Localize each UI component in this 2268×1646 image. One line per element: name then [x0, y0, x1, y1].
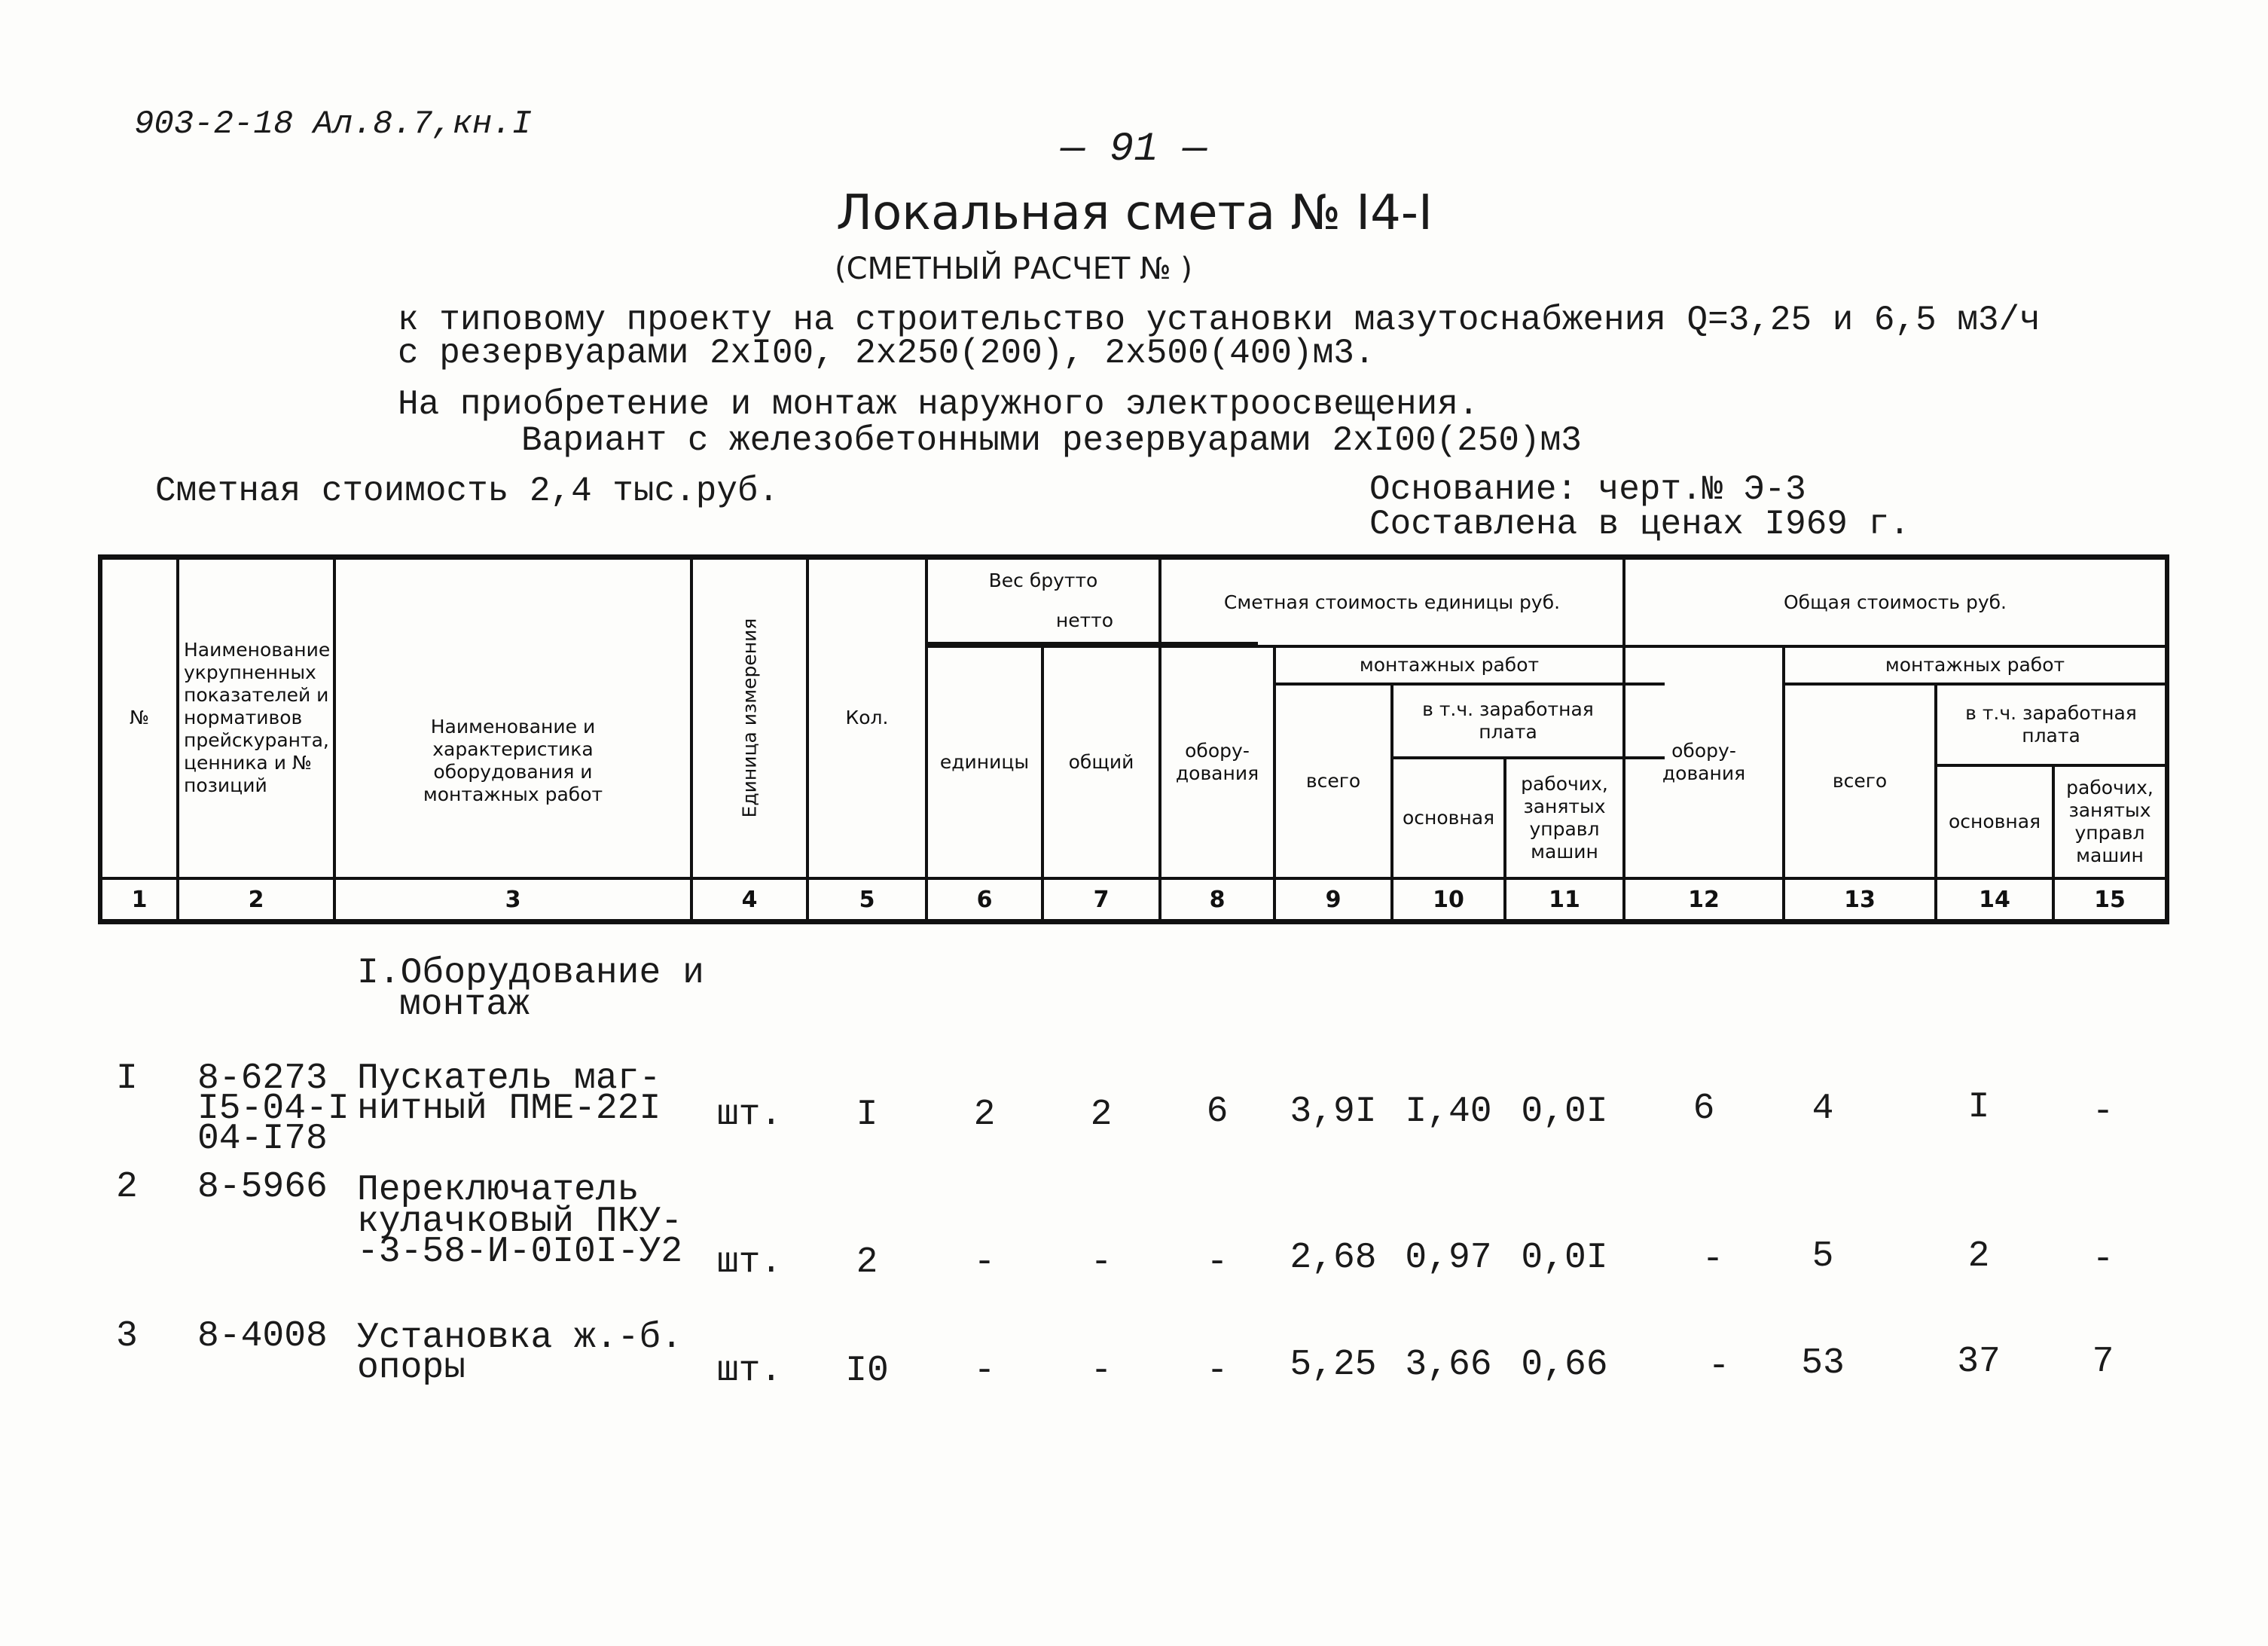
- col-number: 11: [1549, 886, 1580, 913]
- row-unit-machine: 0,0I: [1521, 1238, 1608, 1278]
- col-number: 10: [1433, 886, 1464, 913]
- row-unit-equipment: -: [1206, 1351, 1229, 1391]
- row-weight-total: -: [1090, 1351, 1113, 1391]
- header-total-machine: рабочих, занятых управл машин: [2066, 777, 2154, 866]
- col-number: 6: [976, 886, 993, 913]
- header-unit-wages: в т.ч. заработная плата: [1422, 698, 1594, 743]
- row-total-install: 53: [1801, 1343, 1845, 1384]
- row-name: Установка ж.-б.: [357, 1318, 683, 1358]
- row-unit-install: 5,25: [1290, 1345, 1377, 1385]
- row-weight-total: -: [1090, 1242, 1113, 1283]
- purpose-line-1: На приобретение и монтаж наружного электроосвещения.: [398, 385, 1479, 424]
- document-code: 903-2-18 Ал.8.7,кн.I: [134, 105, 533, 143]
- row-name: опоры: [357, 1348, 466, 1388]
- row-code: 8-5966: [197, 1167, 328, 1208]
- col-number: 4: [741, 886, 758, 913]
- row-weight-unit: -: [973, 1351, 996, 1391]
- header-weight-gross: Вес брутто: [988, 570, 1098, 591]
- intro-line-1: к типовому проекту на строительство установки мазутоснабжения Q=3,25 и 6,5 м3/ч: [398, 301, 2041, 340]
- page-title: Локальная смета № I4-I: [836, 185, 1433, 241]
- header-total-install: монтажных работ: [1885, 654, 2065, 676]
- row-total-wages: 2: [1967, 1236, 1990, 1277]
- header-total-equipment: обору-дования: [1662, 740, 1746, 784]
- row-unit-wages: 3,66: [1405, 1345, 1492, 1385]
- section-title-cont: монтаж: [399, 985, 530, 1025]
- header-weight-total: общий: [1068, 751, 1134, 773]
- row-name: -3-58-И-0I0I-У2: [357, 1232, 683, 1272]
- row-weight-unit: 2: [973, 1095, 996, 1135]
- row-unit-wages: I,40: [1405, 1092, 1492, 1132]
- row-total-equipment: 6: [1693, 1089, 1715, 1129]
- section-title: I.Оборудование и: [357, 953, 704, 994]
- row-code: 04-I78: [197, 1119, 328, 1159]
- header-total-basic: основная: [1948, 811, 2041, 832]
- row-total-equipment: -: [1708, 1346, 1730, 1387]
- header-total-wages: в т.ч. заработная плата: [1965, 702, 2137, 747]
- header-total-install-total: всего: [1832, 770, 1888, 792]
- row-name: кулачковый ПКУ-: [357, 1202, 683, 1242]
- row-unit: шт.: [716, 1351, 783, 1391]
- col-number: 3: [505, 886, 521, 913]
- page-subtitle: (СМЕТНЫЙ РАСЧЕТ № ): [835, 252, 1192, 286]
- header-weight-unit: единицы: [939, 751, 1030, 773]
- row-qty: 2: [856, 1242, 878, 1283]
- header-total-cost: Общая стоимость руб.: [1784, 591, 2007, 613]
- col-number: 1: [131, 886, 148, 913]
- row-unit: шт.: [716, 1242, 783, 1283]
- col-number: 7: [1093, 886, 1110, 913]
- header-no: №: [129, 707, 149, 728]
- col-number: 8: [1209, 886, 1226, 913]
- header-unit-install: монтажных работ: [1359, 654, 1540, 676]
- row-weight-total: 2: [1090, 1095, 1113, 1135]
- header-unit: Единица измерения: [738, 618, 760, 818]
- row-qty: I: [856, 1095, 878, 1135]
- col-number: 9: [1325, 886, 1342, 913]
- row-no: 3: [116, 1316, 138, 1357]
- table-top-border: [98, 554, 2169, 560]
- row-unit-machine: 0,0I: [1521, 1092, 1608, 1132]
- price-year: Составлена в ценах I969 г.: [1369, 505, 1910, 544]
- header-norms: Наименование укрупненных показателей и нормативов прейскуранта, ценника и № позиций: [184, 639, 331, 796]
- row-total-install: 5: [1812, 1236, 1834, 1277]
- row-total-install: 4: [1812, 1089, 1834, 1129]
- header-qty: Кол.: [845, 707, 889, 728]
- row-total-wages: 37: [1957, 1342, 2001, 1382]
- row-total-machine: 7: [2092, 1342, 2114, 1382]
- row-total-wages: I: [1967, 1087, 1990, 1128]
- col-number: 13: [1844, 886, 1876, 913]
- header-weight-net: нетто: [1055, 609, 1113, 631]
- header-unit-machine: рабочих, занятых управл машин: [1521, 773, 1608, 863]
- row-name: Пускатель маг-: [357, 1058, 661, 1099]
- row-total-equipment: -: [1702, 1239, 1724, 1280]
- row-name: Переключатель: [357, 1170, 639, 1211]
- header-unit-install-total: всего: [1305, 770, 1361, 792]
- row-code: 8-6273: [197, 1058, 328, 1099]
- col-number: 2: [248, 886, 264, 913]
- row-total-machine: -: [2092, 1239, 2114, 1280]
- row-unit-wages: 0,97: [1405, 1238, 1492, 1278]
- col-number: 14: [1979, 886, 2010, 913]
- vline: [2165, 554, 2169, 924]
- intro-line-2: с резервуарами 2хI00, 2х250(200), 2х500(400)м3.: [398, 334, 1375, 373]
- row-unit-install: 3,9I: [1290, 1092, 1377, 1132]
- header-unit-cost: Сметная стоимость единицы руб.: [1223, 591, 1561, 613]
- header-unit-equipment: обору-дования: [1175, 740, 1259, 784]
- col-number: 5: [859, 886, 875, 913]
- header-name: Наименование и характеристика оборудования и монтажных работ: [423, 716, 603, 805]
- table-bottom-border: [98, 919, 2169, 924]
- row-unit-install: 2,68: [1290, 1238, 1377, 1278]
- row-unit-machine: 0,66: [1521, 1345, 1608, 1385]
- estimate-table-header: [98, 554, 2169, 925]
- row-total-machine: -: [2092, 1092, 2114, 1132]
- page-number: — 91 —: [1061, 127, 1207, 173]
- row-weight-unit: -: [973, 1242, 996, 1283]
- col-number: 15: [2094, 886, 2126, 913]
- basis: Основание: черт.№ Э-3: [1369, 470, 1806, 509]
- row-no: I: [116, 1058, 138, 1099]
- purpose-line-2: Вариант с железобетонными резервуарами 2хI00(250)м3: [521, 421, 1582, 460]
- row-unit: шт.: [716, 1095, 783, 1135]
- estimated-cost: Сметная стоимость 2,4 тыс.руб.: [155, 472, 780, 511]
- row-unit-equipment: 6: [1206, 1092, 1229, 1132]
- row-name: нитный ПМЕ-22I: [357, 1089, 661, 1129]
- row-qty: I0: [845, 1351, 889, 1391]
- row-unit-equipment: -: [1206, 1242, 1229, 1283]
- row-code: 8-4008: [197, 1316, 328, 1357]
- row-code: I5-04-I: [197, 1089, 350, 1129]
- header-unit-basic: основная: [1402, 807, 1495, 829]
- row-no: 2: [116, 1167, 138, 1208]
- col-number: 12: [1688, 886, 1720, 913]
